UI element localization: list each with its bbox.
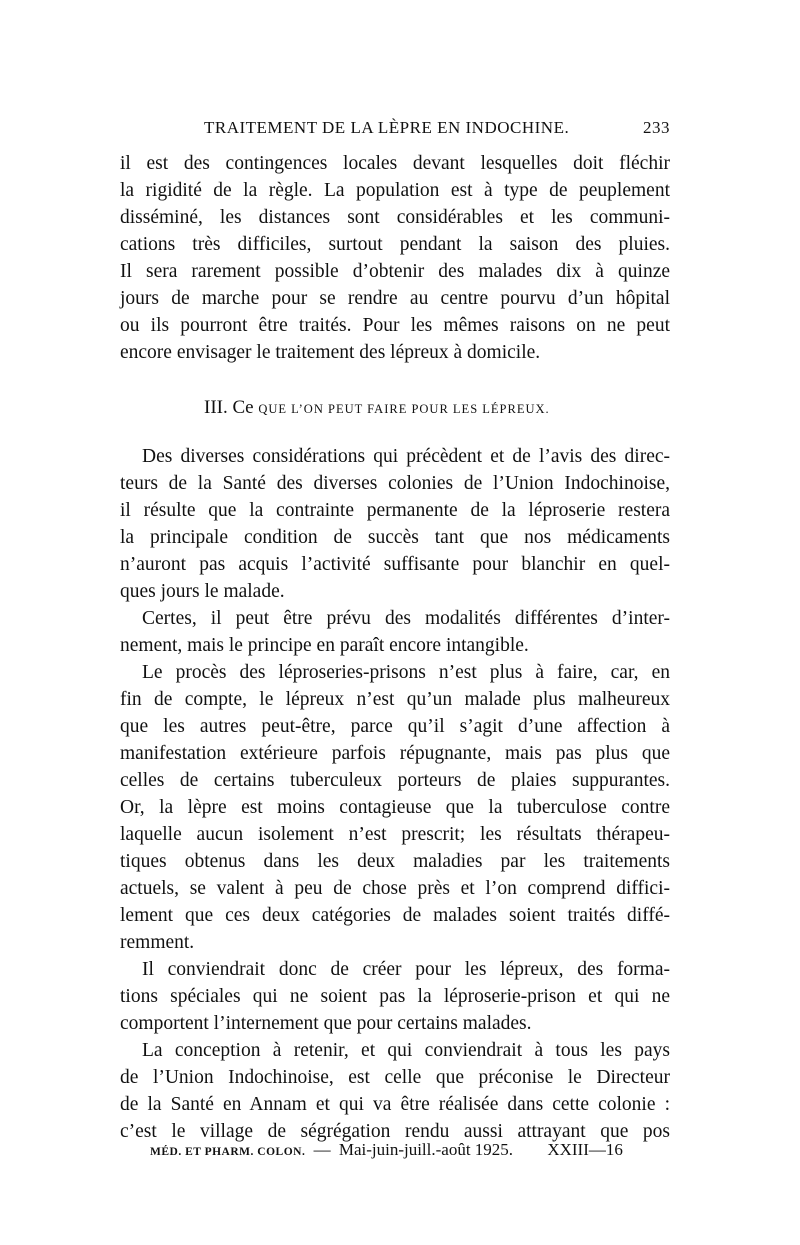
section-number: III. xyxy=(204,397,228,418)
text-line: Il conviendrait donc de créer pour les lépreux, des forma- xyxy=(142,959,670,980)
volume-signature: XXIII—16 xyxy=(547,1140,623,1159)
text-line: La conception à retenir, et qui conviendrait à tous les pays xyxy=(142,1040,670,1061)
text-line: laquelle aucun isolement n’est prescrit; les résultats thérapeu- xyxy=(120,824,670,845)
text-line: cations très difficiles, surtout pendant la saison des pluies. xyxy=(120,234,670,255)
text-line: Certes, il peut être prévu des modalités différentes d’inter- xyxy=(142,608,670,629)
text-line: Or, la lèpre est moins contagieuse que la tuberculose contre xyxy=(120,797,670,818)
body-text xyxy=(120,150,670,1145)
text-line: de la Santé en Annam et qui va être réalisée dans cette colonie : xyxy=(120,1094,670,1115)
text-line: la rigidité de la règle. La population est à type de peuplement xyxy=(120,180,670,201)
text-line: il résulte que la contrainte permanente de la léproserie restera xyxy=(120,500,670,521)
issue-date: Mai-juin-juill.-août 1925. xyxy=(338,1140,514,1159)
text-line: ou ils pourront être traités. Pour les mêmes raisons on ne peut xyxy=(120,315,670,336)
text-line: Il sera rarement possible d’obtenir des malades dix à quinze xyxy=(120,261,670,282)
running-head xyxy=(120,118,670,142)
running-title: TRAITEMENT DE LA LÈPRE EN INDOCHINE. xyxy=(204,118,570,137)
text-line: Le procès des léproseries-prisons n’est plus à faire, car, en xyxy=(142,662,670,683)
text-line: disséminé, les distances sont considérables et les communi- xyxy=(120,207,670,228)
text-line: actuels, se valent à peu de chose près et l’on comprend diffici- xyxy=(120,878,670,899)
text-line: encore envisager le traitement des lépreux à domicile. xyxy=(120,342,541,363)
section-title: QUE L’ON PEUT FAIRE POUR LES LÉPREUX. xyxy=(258,402,550,416)
text-line: manifestation extérieure parfois répugnante, mais pas plus que xyxy=(120,743,670,764)
text-line: celles de certains tuberculeux porteurs de plaies suppurantes. xyxy=(120,770,670,791)
page-number: 233 xyxy=(643,118,670,137)
page-footer xyxy=(150,1140,650,1160)
section-heading xyxy=(204,394,670,423)
text-line: tiques obtenus dans les deux maladies par les traitements xyxy=(120,851,670,872)
text-line: lement que ces deux catégories de malades soient traités diffé- xyxy=(120,905,670,926)
text-line: de l’Union Indochinoise, est celle que préconise le Directeur xyxy=(120,1067,670,1088)
text-line: tions spéciales qui ne soient pas la léproserie-prison et qui ne xyxy=(120,986,670,1007)
text-line: que les autres peut-être, parce qu’il s’agit d’une affection à xyxy=(120,716,670,737)
text-line: comportent l’internement que pour certains malades. xyxy=(120,1013,532,1034)
text-line: fin de compte, le lépreux n’est qu’un malade plus malheureux xyxy=(120,689,670,710)
text-line: Des diverses considérations qui précèdent et de l’avis des direc- xyxy=(142,446,670,467)
text-line: n’auront pas acquis l’activité suffisante pour blanchir en quel- xyxy=(120,554,670,575)
text-line: c’est le village de ségrégation rendu aussi attrayant que pos xyxy=(120,1121,670,1142)
text-line: jours de marche pour se rendre au centre pourvu d’un hôpital xyxy=(120,288,670,309)
journal-name: MÉD. ET PHARM. COLON. xyxy=(150,1146,306,1158)
footer-dash: — xyxy=(313,1140,331,1159)
text-line: nement, mais le principe en paraît encore intangible. xyxy=(120,635,529,656)
text-line: ques jours le malade. xyxy=(120,581,285,602)
text-line: il est des contingences locales devant lesquelles doit fléchir xyxy=(120,153,670,174)
text-line: la principale condition de succès tant que nos médicaments xyxy=(120,527,670,548)
text-line: teurs de la Santé des diverses colonies de l’Union Indochinoise, xyxy=(120,473,670,494)
section-first-word: Ce xyxy=(232,397,254,418)
text-line: remment. xyxy=(120,932,195,953)
